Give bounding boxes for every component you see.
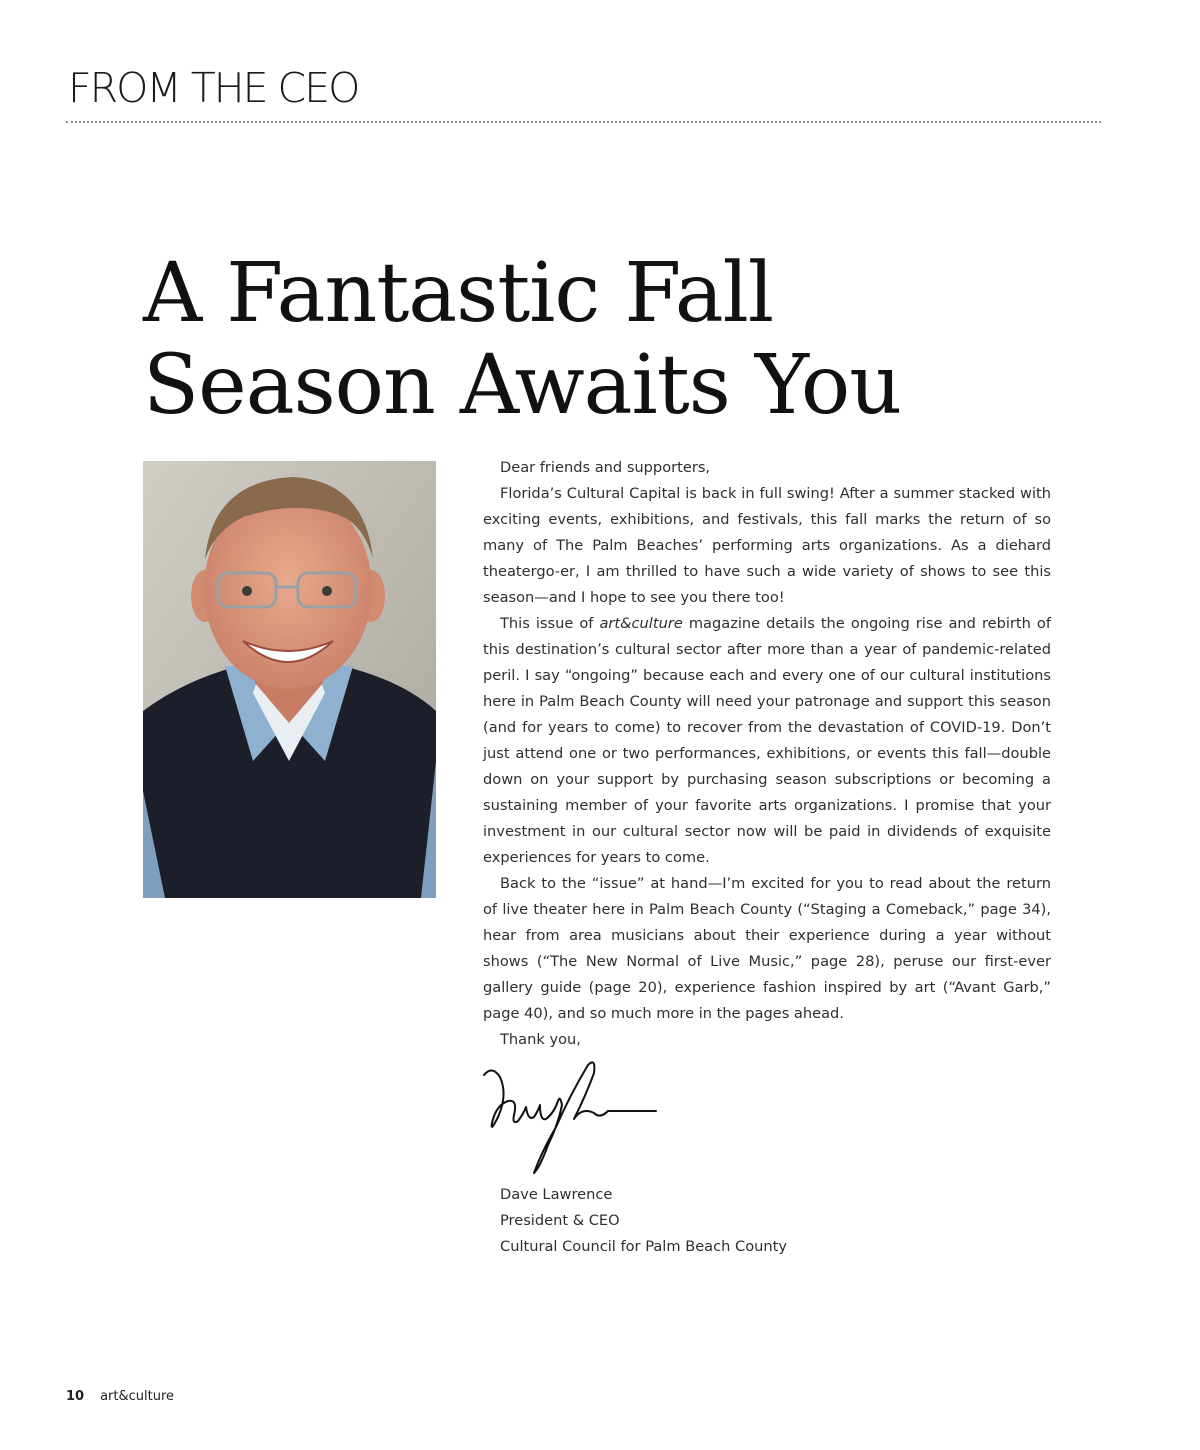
paragraph-text: magazine details the ongoing rise and rebirth of this destination’s cultural sector after more than a year of pandemic-related peril. I say “ongoing” because each and every one of our cultural institutions here in Palm Beach County will need your patronage and support this season (and for years to come) to recover from the devastation of COVID-19. Don’t just attend one or two performances, exhibitions, or events this fall—double down on your support by purchasing season subscriptions or becoming a sustaining member of your favorite arts organizations. I promise that your investment in our cultural sector now will be paid in dividends of exquisite experiences for years to come. [483,615,1051,866]
dotted-divider [66,121,1101,123]
signer-organization: Cultural Council for Palm Beach County [500,1238,788,1255]
paragraph-text: This issue of [500,615,600,632]
letter-salutation: Dear friends and supporters, [500,459,711,476]
headline-line-1: A Fantastic Fall [143,246,774,341]
headline-line-2: Season Awaits You [143,338,902,433]
article-headline [143,248,901,432]
ceo-letter-body [483,455,1051,1053]
handwritten-signature [478,1055,678,1180]
letter-closing: Thank you, [500,1031,581,1048]
publication-name: art&culture [100,1389,175,1404]
section-title: FROM THE CEO [68,64,359,112]
signer-title: President & CEO [500,1212,620,1229]
letter-paragraph: Back to the “issue” at hand—I’m excited for you to read about the return of live theater here in Palm Beach County (“Staging a Comeback,” page 34), hear from area musicians about their experience during a year without shows (“The New Normal of Live Music,” page 28), peruse our first-ever gallery guide (page 20), experience fashion inspired by art (“Avant Garb,” page 40), and so much more in the pages ahead. [483,875,1051,1022]
signer-name: Dave Lawrence [500,1186,613,1203]
letter-paragraph [483,611,1051,871]
signoff-block [500,1182,787,1260]
page-number: 10 [66,1389,85,1404]
magazine-title: art&culture [599,615,683,632]
letter-paragraph: Florida’s Cultural Capital is back in full swing! After a summer stacked with exciting events, exhibitions, and festivals, this fall marks the return of so many of The Palm Beaches’ performing arts organizations. As a diehard theatergo-er, I am thrilled to have such a wide variety of shows to see this season—and I hope to see you there too! [483,485,1051,606]
page-footer [66,1389,174,1404]
ceo-portrait-photo [143,461,436,898]
